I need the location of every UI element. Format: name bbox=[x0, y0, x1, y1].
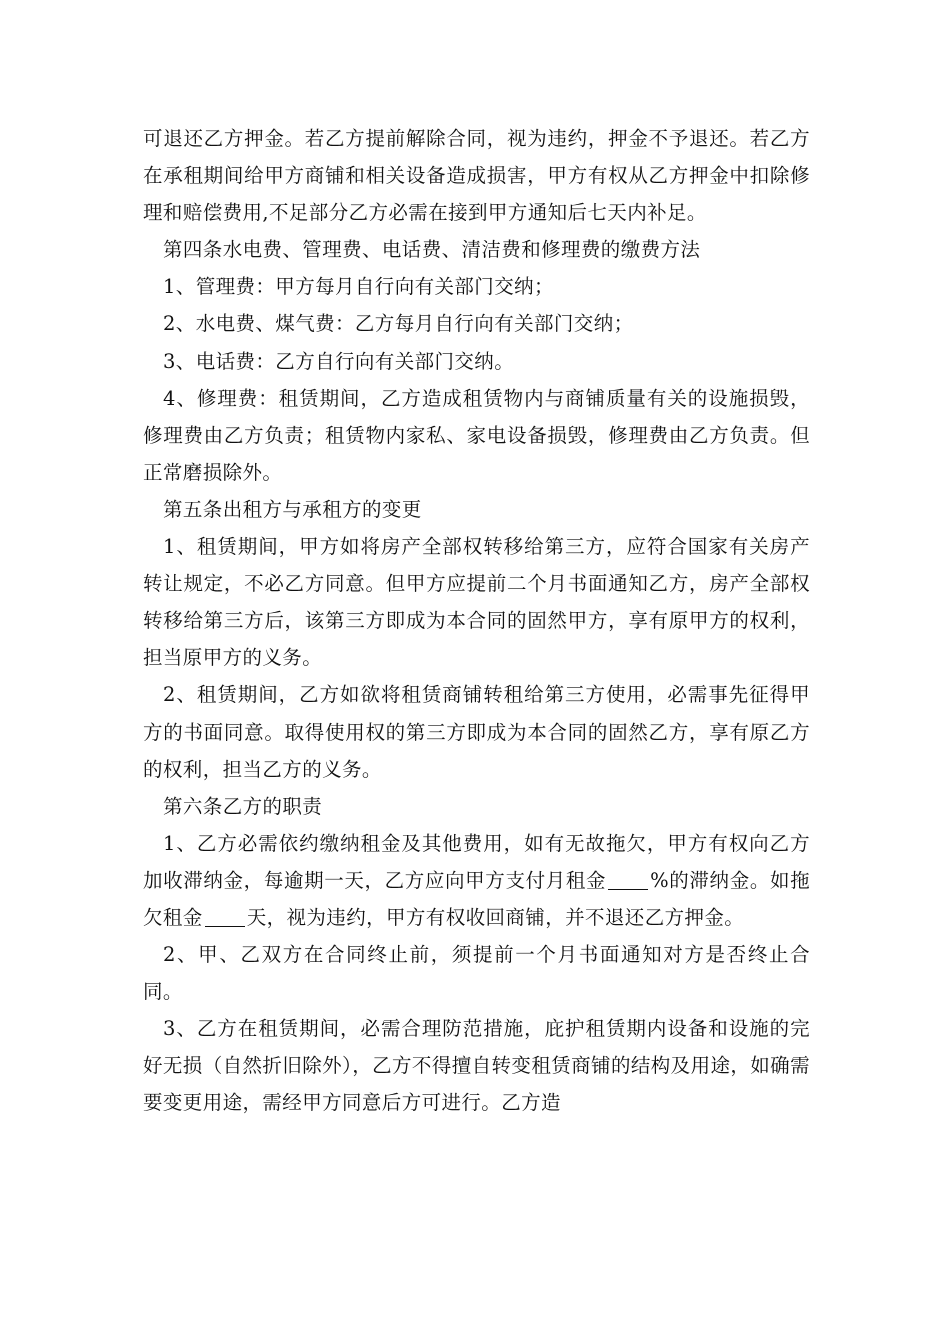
article-6-item-2: 2、甲、乙双方在合同终止前，须提前一个月书面通知对方是否终止合同。 bbox=[143, 943, 810, 1004]
article-4-item-3: 3、电话费：乙方自行向有关部门交纳。 bbox=[163, 349, 515, 373]
article-6-item-1-text-a: 1、乙方必需依约缴纳租金及其他费用，如有无故拖欠，甲方有权向乙方加收滞纳金，每逾期一天，乙方应向甲方支付月租金 bbox=[143, 831, 810, 892]
article-6-item-3: 3、乙方在租赁期间，必需合理防范措施，庇护租赁期内设备和设施的完好无损（自然折旧除外），乙方不得擅自转变租赁商铺的结构及用途，如确需要变更用途，需经甲方同意后方可进行。乙方造 bbox=[143, 1017, 810, 1115]
article-6-item-1-text-c: 天，视为违约，甲方有权收回商铺，并不退还乙方押金。 bbox=[246, 905, 745, 929]
article-5-item-1: 1、租赁期间，甲方如将房产全部权转移给第三方，应符合国家有关房产转让规定，不必乙方同意。但甲方应提前二个月书面通知乙方，房产全部权转移给第三方后，该第三方即成为本合同的固然甲方，享有原甲方的权利，担当原甲方的义务。 bbox=[143, 535, 810, 670]
article-4-item-2: 2、水电费、煤气费：乙方每月自行向有关部门交纳； bbox=[163, 312, 634, 336]
article-6-item-1-text-b: %的滞纳金。如拖欠租金 bbox=[143, 868, 811, 929]
article-6-item-1 bbox=[143, 825, 810, 936]
article-5-heading: 第五条出租方与承租方的变更 bbox=[163, 497, 422, 521]
article-5-item-2: 2、租赁期间，乙方如欲将租赁商铺转租给第三方使用，必需事先征得甲方的书面同意。取得使用权的第三方即成为本合同的固然乙方，享有原乙方的权利，担当乙方的义务。 bbox=[143, 683, 810, 781]
late-fee-percent-blank bbox=[608, 869, 648, 890]
article-4-heading: 第四条水电费、管理费、电话费、清洁费和修理费的缴费方法 bbox=[163, 238, 701, 262]
overdue-days-blank bbox=[205, 906, 245, 927]
article-4-item-1: 1、管理费：甲方每月自行向有关部门交纳； bbox=[163, 275, 554, 299]
article-4-item-4: 4、修理费：租赁期间，乙方造成租赁物内与商铺质量有关的设施损毁，修理费由乙方负责；租赁物内家私、家电设备损毁，修理费由乙方负责。但正常磨损除外。 bbox=[143, 386, 810, 484]
contract-body bbox=[143, 120, 810, 1122]
article-6-heading: 第六条乙方的职责 bbox=[163, 794, 323, 818]
paragraph-deposit-terms: 可退还乙方押金。若乙方提前解除合同，视为违约，押金不予退还。若乙方在承租期间给甲方商铺和相关设备造成损害，甲方有权从乙方押金中扣除修理和赔偿费用,不足部分乙方必需在接到甲方通知后七天内补足。 bbox=[143, 127, 810, 225]
